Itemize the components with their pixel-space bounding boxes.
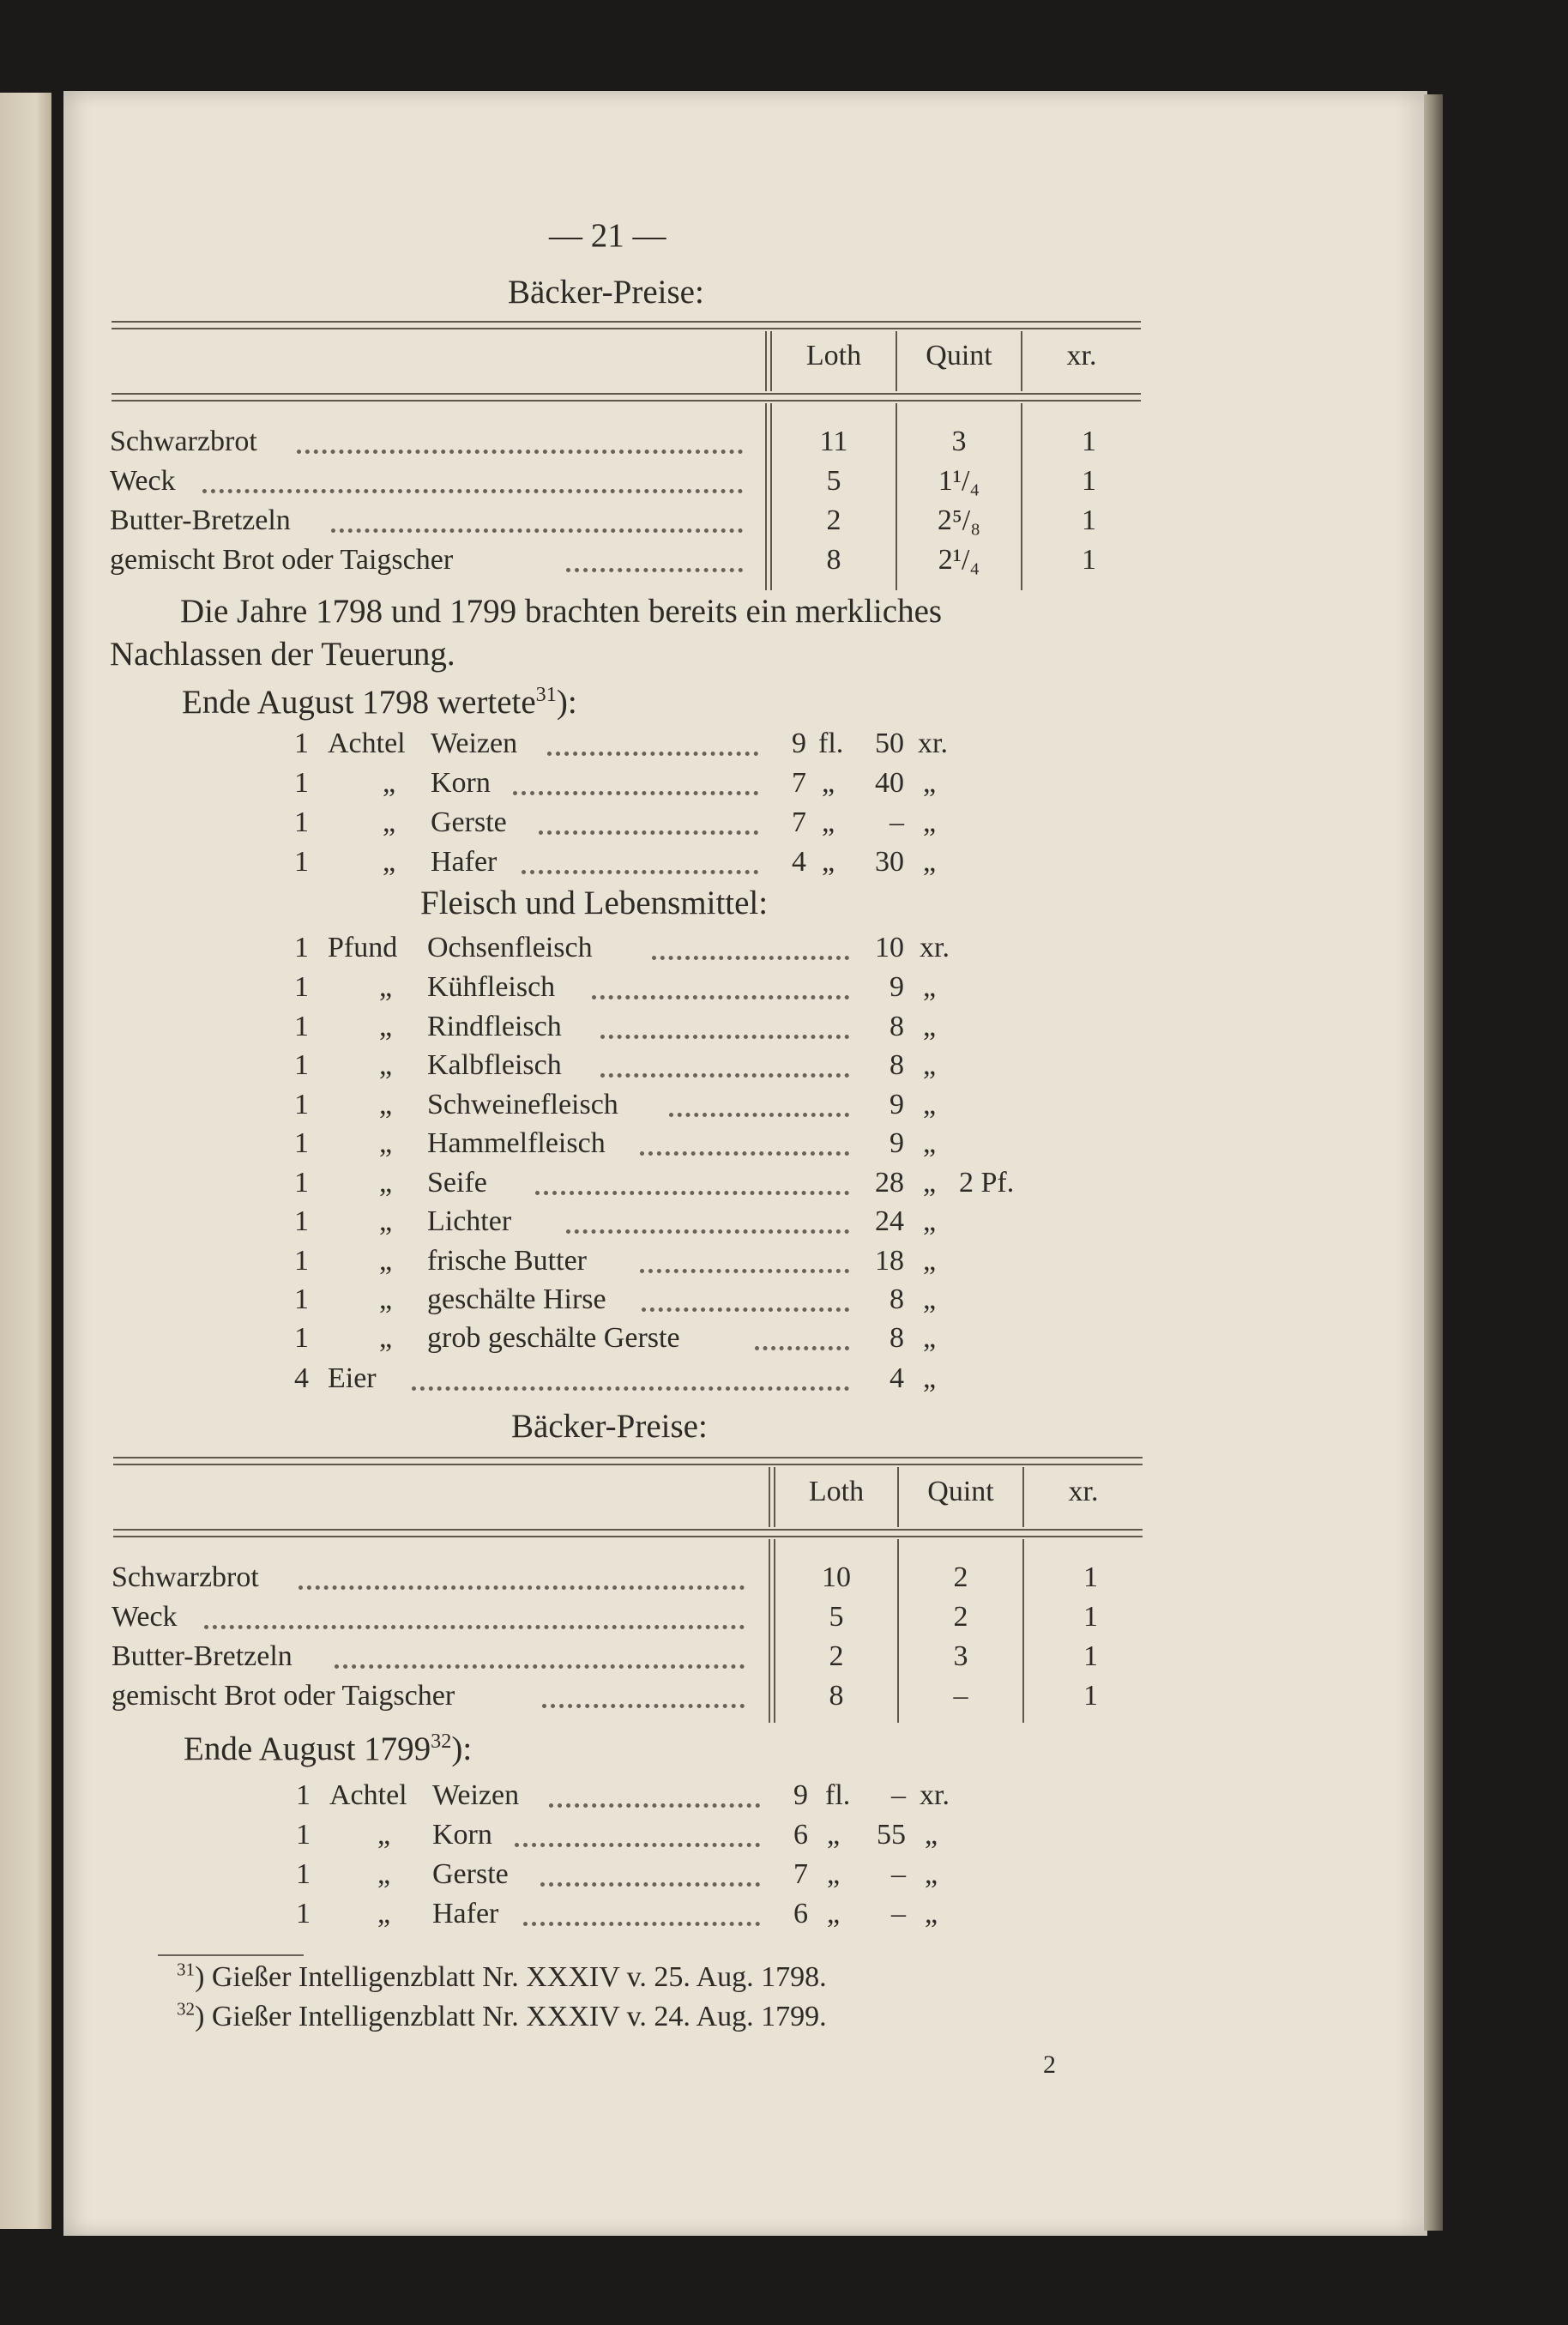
book-page	[63, 91, 1427, 2236]
meat-title: Fleisch und Lebensmittel:	[420, 885, 769, 921]
table1-rule-top2	[112, 328, 1141, 329]
dot-leader	[755, 1346, 849, 1350]
unit: „	[379, 971, 393, 1003]
fl-value: 7	[792, 767, 806, 799]
dot-leader	[566, 568, 743, 572]
qty: 4	[294, 1362, 309, 1394]
fl-unit: „	[827, 1858, 841, 1890]
table1-rule-mid1	[112, 393, 1141, 395]
cell-loth: 8	[829, 1680, 844, 1712]
item: Kalbfleisch	[427, 1049, 562, 1081]
fl-value: 9	[792, 728, 806, 759]
qty: 1	[294, 971, 309, 1003]
item: Weizen	[432, 1779, 520, 1811]
dot-leader	[331, 528, 743, 533]
xr-unit: xr.	[918, 728, 948, 759]
xr-value: –	[891, 1898, 906, 1929]
table1-title: Bäcker-Preise:	[508, 274, 704, 311]
fl-unit: fl.	[818, 728, 844, 759]
cell-xr: 1	[1082, 465, 1096, 497]
page-edge-shadow	[1424, 94, 1443, 2231]
cell-quint: 2⁵/₈	[937, 504, 981, 536]
xr-value: –	[891, 1858, 906, 1890]
xr-value: 18	[875, 1245, 904, 1277]
dot-leader	[566, 1229, 849, 1234]
item: Ochsenfleisch	[427, 932, 593, 963]
unit: „	[383, 806, 396, 838]
qty: 1	[294, 1127, 309, 1159]
fl-value: 6	[793, 1819, 808, 1851]
table1-rule-top1	[112, 321, 1141, 323]
cell-loth: 5	[826, 465, 841, 497]
item: Hammelfleisch	[427, 1127, 606, 1159]
cell-quint: 3	[951, 426, 967, 457]
xr-unit: „	[923, 1011, 937, 1042]
facing-page-edge	[0, 93, 51, 2229]
cell-loth: 5	[829, 1601, 844, 1633]
unit: „	[377, 1819, 391, 1851]
table2-rule-mid1	[113, 1529, 1143, 1531]
unit: „	[377, 1898, 391, 1929]
xr-unit: „	[923, 767, 937, 799]
item: Gerste	[432, 1858, 509, 1890]
cell-quint: 2¹/₄	[938, 544, 980, 576]
dot-leader	[204, 1625, 745, 1629]
dot-leader	[600, 1035, 849, 1039]
heading-text: Ende August 1799	[184, 1730, 431, 1767]
page-number: — 21 —	[549, 217, 666, 254]
xr-unit: „	[925, 1819, 938, 1851]
dot-leader	[412, 1386, 849, 1391]
xr-unit: „	[925, 1858, 938, 1890]
xr-value: 28	[875, 1167, 904, 1199]
xr-value: 4	[890, 1362, 904, 1394]
unit: „	[379, 1322, 393, 1354]
qty: 1	[294, 806, 309, 838]
xr-unit: „	[925, 1898, 938, 1929]
table1-body-divider	[765, 403, 767, 590]
qty: 1	[296, 1779, 311, 1811]
row-label: Schwarzbrot	[110, 426, 257, 457]
extra: 2 Pf.	[959, 1167, 1015, 1199]
unit: Achtel	[329, 1779, 407, 1811]
table2-header-xr: xr.	[1068, 1476, 1099, 1507]
xr-unit: xr.	[920, 932, 950, 963]
unit: „	[379, 1049, 393, 1081]
cell-loth: 11	[819, 426, 848, 457]
dot-leader	[669, 1113, 849, 1117]
table2-header-divider	[769, 1467, 770, 1527]
qty: 1	[296, 1858, 311, 1890]
item: Hafer	[432, 1898, 499, 1929]
cell-quint: 2	[953, 1601, 968, 1633]
qty: 1	[294, 1283, 309, 1315]
xr-unit: „	[923, 1127, 937, 1159]
xr-value: 8	[890, 1011, 904, 1042]
footnote-mark: 31	[177, 1959, 196, 1980]
xr-unit: „	[923, 1362, 937, 1394]
item: Gerste	[431, 806, 507, 838]
dot-leader	[547, 752, 758, 756]
xr-unit: „	[923, 1283, 937, 1315]
qty: 1	[294, 1245, 309, 1277]
dot-leader	[513, 791, 758, 795]
heading-text: Ende August 1798 wertete	[182, 684, 536, 721]
table1-header-divider	[765, 331, 767, 391]
table2-body-divider	[769, 1539, 770, 1723]
item: frische Butter	[427, 1245, 587, 1277]
dot-leader	[549, 1803, 760, 1808]
dot-leader	[640, 1269, 849, 1273]
xr-value: 10	[875, 932, 904, 963]
unit: Pfund	[328, 932, 398, 963]
unit: „	[379, 1245, 393, 1277]
fl-unit: „	[822, 806, 835, 838]
cell-loth: 2	[826, 504, 841, 536]
item: Hafer	[431, 846, 498, 878]
xr-value: –	[890, 806, 904, 838]
cell-xr: 1	[1082, 504, 1096, 536]
row-label: Weck	[112, 1601, 178, 1633]
footnote-ref: 31	[535, 683, 557, 706]
table2-rule-top1	[113, 1457, 1143, 1458]
row-label: Schwarzbrot	[112, 1561, 259, 1593]
xr-value: 9	[890, 971, 904, 1003]
item: Schweinefleisch	[427, 1089, 618, 1120]
section-1799-heading	[184, 1730, 472, 1768]
dot-leader	[640, 1151, 849, 1156]
xr-value: 8	[890, 1322, 904, 1354]
item: Weizen	[431, 728, 518, 759]
dot-leader	[515, 1843, 760, 1847]
unit: „	[377, 1858, 391, 1890]
item: Eier	[328, 1362, 377, 1394]
qty: 1	[294, 1089, 309, 1120]
xr-unit: „	[923, 1089, 937, 1120]
table1-header-quint: Quint	[926, 340, 992, 371]
xr-unit: „	[923, 1245, 937, 1277]
section-1798-heading	[182, 683, 577, 722]
xr-unit: „	[923, 846, 937, 878]
paragraph-line-1: Die Jahre 1798 und 1799 brachten bereits ein merkliches	[180, 593, 943, 630]
fl-unit: fl.	[825, 1779, 851, 1811]
unit: „	[379, 1127, 393, 1159]
qty: 1	[294, 1049, 309, 1081]
fl-unit: „	[827, 1898, 841, 1929]
cell-xr: 1	[1083, 1640, 1098, 1672]
fl-value: 7	[793, 1858, 808, 1890]
unit: „	[383, 767, 396, 799]
cell-loth: 10	[822, 1561, 851, 1593]
cell-xr: 1	[1083, 1680, 1098, 1712]
cell-loth: 8	[826, 544, 841, 576]
dot-leader	[299, 1585, 745, 1590]
footnote-text: Gießer Intelligenzblatt Nr. XXXIV v. 24. Aug. 1799.	[211, 2001, 827, 2032]
item: Korn	[431, 767, 491, 799]
xr-unit: „	[923, 1167, 937, 1199]
xr-unit: „	[923, 1049, 937, 1081]
footnote-mark: 32	[177, 1998, 196, 2020]
xr-value: 24	[875, 1205, 904, 1237]
qty: 1	[294, 1322, 309, 1354]
unit: „	[379, 1283, 393, 1315]
item: Rindfleisch	[427, 1011, 562, 1042]
qty: 1	[294, 932, 309, 963]
footnote-ref: 32	[431, 1730, 452, 1753]
table2-header-quint: Quint	[927, 1476, 994, 1507]
dot-leader	[542, 1704, 745, 1708]
paragraph-line-2: Nachlassen der Teuerung.	[110, 636, 455, 673]
cell-quint: 2	[953, 1561, 968, 1593]
cell-loth: 2	[829, 1640, 844, 1672]
xr-value: 9	[890, 1089, 904, 1120]
xr-value: 30	[875, 846, 904, 878]
heading-end: ):	[556, 684, 577, 721]
unit: „	[379, 1011, 393, 1042]
xr-value: 50	[875, 728, 904, 759]
dot-leader	[652, 956, 849, 960]
fl-value: 9	[793, 1779, 808, 1811]
table2-rule-mid2	[113, 1536, 1143, 1537]
table2-title: Bäcker-Preise:	[511, 1408, 708, 1445]
dot-leader	[535, 1191, 849, 1195]
xr-value: 40	[875, 767, 904, 799]
item: Korn	[432, 1819, 492, 1851]
table2-rule-top2	[113, 1464, 1143, 1465]
row-label: gemischt Brot oder Taigscher	[112, 1680, 455, 1712]
xr-unit: xr.	[920, 1779, 950, 1811]
fl-value: 4	[792, 846, 806, 878]
footnote-text: Gießer Intelligenzblatt Nr. XXXIV v. 25. Aug. 1798.	[211, 1961, 827, 1993]
cell-xr: 1	[1082, 544, 1096, 576]
qty: 1	[296, 1819, 311, 1851]
xr-unit: „	[923, 1322, 937, 1354]
row-label: Butter-Bretzeln	[110, 504, 291, 536]
item: grob geschälte Gerste	[427, 1322, 680, 1354]
cell-xr: 1	[1083, 1601, 1098, 1633]
dot-leader	[523, 1922, 760, 1926]
row-label: gemischt Brot oder Taigscher	[110, 544, 454, 576]
heading-end: ):	[451, 1730, 473, 1767]
dot-leader	[539, 830, 758, 835]
xr-unit: „	[923, 971, 937, 1003]
qty: 1	[294, 728, 309, 759]
table1-header-loth: Loth	[805, 340, 862, 371]
table1-rule-mid2	[112, 400, 1141, 402]
qty: 1	[294, 767, 309, 799]
table2-header-loth: Loth	[808, 1476, 865, 1507]
signature-mark: 2	[1043, 2050, 1056, 2079]
cell-quint: 1¹/₄	[938, 465, 980, 497]
xr-value: –	[891, 1779, 906, 1811]
item: geschälte Hirse	[427, 1283, 606, 1315]
xr-value: 8	[890, 1283, 904, 1315]
dot-leader	[642, 1307, 849, 1312]
xr-value: 9	[890, 1127, 904, 1159]
fl-value: 7	[792, 806, 806, 838]
dot-leader	[297, 450, 743, 454]
dot-leader	[600, 1073, 849, 1078]
footnote-32: $^{32}$) Gießer Intelligenzblatt Nr. XXXIV v. 24. Aug. 1799.	[177, 1998, 827, 2032]
dot-leader	[592, 995, 849, 999]
cell-quint: 3	[953, 1640, 968, 1672]
dot-leader	[335, 1664, 745, 1669]
row-label: Butter-Bretzeln	[112, 1640, 292, 1672]
item: Seife	[427, 1167, 487, 1199]
dot-leader	[202, 489, 743, 493]
qty: 1	[294, 846, 309, 878]
fl-unit: „	[822, 767, 835, 799]
unit: „	[379, 1167, 393, 1199]
xr-value: 8	[890, 1049, 904, 1081]
item: Lichter	[427, 1205, 512, 1237]
qty: 1	[294, 1205, 309, 1237]
unit: „	[379, 1089, 393, 1120]
footnote-31: $^{31}$) Gießer Intelligenzblatt Nr. XXXIV v. 25. Aug. 1798.	[177, 1959, 827, 1993]
fl-unit: „	[822, 846, 835, 878]
unit: „	[383, 846, 396, 878]
footnote-rule	[158, 1954, 304, 1956]
table1-header-xr: xr.	[1066, 340, 1097, 371]
xr-value: 55	[877, 1819, 906, 1851]
fl-unit: „	[827, 1819, 841, 1851]
cell-xr: 1	[1083, 1561, 1098, 1593]
dot-leader	[522, 870, 758, 874]
unit: „	[379, 1205, 393, 1237]
qty: 1	[296, 1898, 311, 1929]
qty: 1	[294, 1011, 309, 1042]
item: Kühfleisch	[427, 971, 556, 1003]
xr-unit: „	[923, 806, 937, 838]
unit: Achtel	[328, 728, 406, 759]
xr-unit: „	[923, 1205, 937, 1237]
cell-xr: 1	[1082, 426, 1096, 457]
fl-value: 6	[793, 1898, 808, 1929]
qty: 1	[294, 1167, 309, 1199]
cell-quint: –	[953, 1680, 968, 1712]
row-label: Weck	[110, 465, 176, 497]
dot-leader	[540, 1882, 760, 1887]
